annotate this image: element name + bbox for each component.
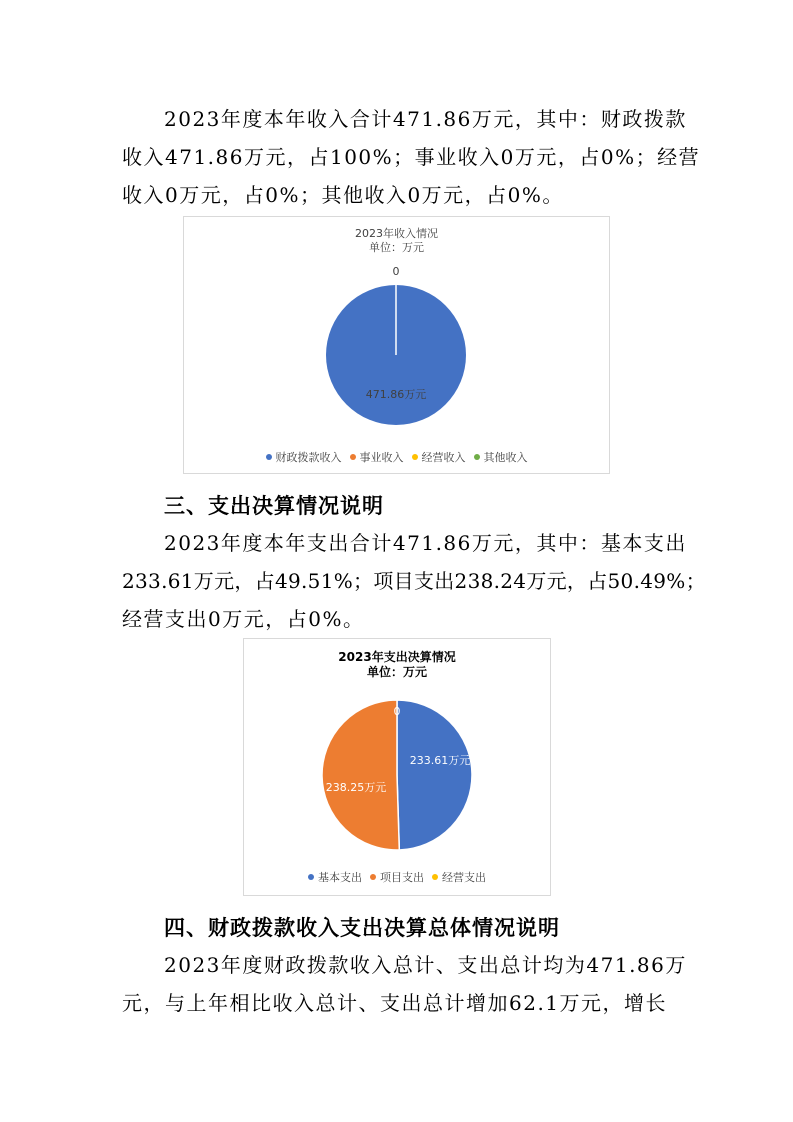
legend-swatch (474, 454, 480, 460)
legend-item (412, 449, 466, 465)
paragraph-expenditure-summary (122, 524, 706, 638)
paragraph-income-summary (122, 100, 701, 214)
legend-label: 经营收入 (421, 451, 466, 464)
paragraph-line: 收入0万元，占0%；其他收入0万元，占0%。 (122, 183, 564, 207)
legend-item (266, 449, 342, 465)
legend-item (432, 869, 486, 885)
legend-label: 基本支出 (318, 871, 362, 884)
legend-label: 经营支出 (442, 871, 486, 884)
legend-item (474, 449, 528, 465)
legend-item (308, 869, 362, 885)
legend-item (350, 449, 404, 465)
paragraph-line: 233.61万元，占49.51%；项目支出238.24万元，占50.49%； (122, 569, 706, 593)
chart-legend (184, 449, 609, 465)
expenditure-pie-svg (244, 683, 550, 883)
legend-swatch (412, 454, 418, 460)
paragraph-line: 收入471.86万元，占100%；事业收入0万元，占0%；经营 (122, 145, 701, 169)
paragraph-line: 经营支出0万元，占0%。 (122, 607, 365, 631)
chart-subtitle: 单位：万元 (366, 665, 427, 679)
income-pie-svg (184, 257, 609, 457)
data-label-fiscal-income: 471.86万元 (365, 388, 427, 401)
legend-swatch (350, 454, 356, 460)
income-pie-chart (183, 216, 610, 474)
paragraph-line: 2023年度本年支出合计471.86万元，其中：基本支出 (164, 531, 687, 555)
data-label-zero: 0 (392, 265, 400, 278)
data-label-zero: 0 (393, 705, 401, 718)
paragraph-line: 元，与上年相比收入总计、支出总计增加62.1万元，增长 (122, 991, 668, 1015)
legend-label: 事业收入 (359, 451, 404, 464)
section-heading-fiscal-overview: 四、财政拨款收入支出决算总体情况说明 (164, 916, 560, 940)
paragraph-line: 2023年度财政拨款收入总计、支出总计均为471.86万 (164, 953, 687, 977)
legend-swatch (266, 454, 272, 460)
paragraph-line: 2023年度本年收入合计471.86万元，其中：财政拨款 (164, 107, 687, 131)
data-label-project-expenditure: 238.25万元 (325, 781, 387, 794)
data-label-basic-expenditure: 233.61万元 (409, 754, 471, 767)
paragraph-fiscal-overview (122, 946, 687, 1022)
chart-title: 2023年收入情况 (355, 227, 438, 240)
chart-subtitle: 单位：万元 (369, 241, 424, 254)
chart-legend (244, 869, 550, 885)
expenditure-pie-chart (243, 638, 551, 896)
section-heading-expenditure: 三、支出决算情况说明 (164, 494, 384, 518)
legend-label: 其他收入 (483, 451, 528, 464)
legend-swatch (308, 874, 314, 880)
legend-swatch (370, 874, 376, 880)
pie-slice-1 (397, 700, 472, 850)
legend-label: 项目支出 (380, 871, 424, 884)
legend-label: 财政拨款收入 (275, 451, 342, 464)
legend-item (370, 869, 424, 885)
pie-slice-2 (322, 700, 399, 850)
chart-title: 2023年支出决算情况 (338, 650, 456, 664)
legend-swatch (432, 874, 438, 880)
